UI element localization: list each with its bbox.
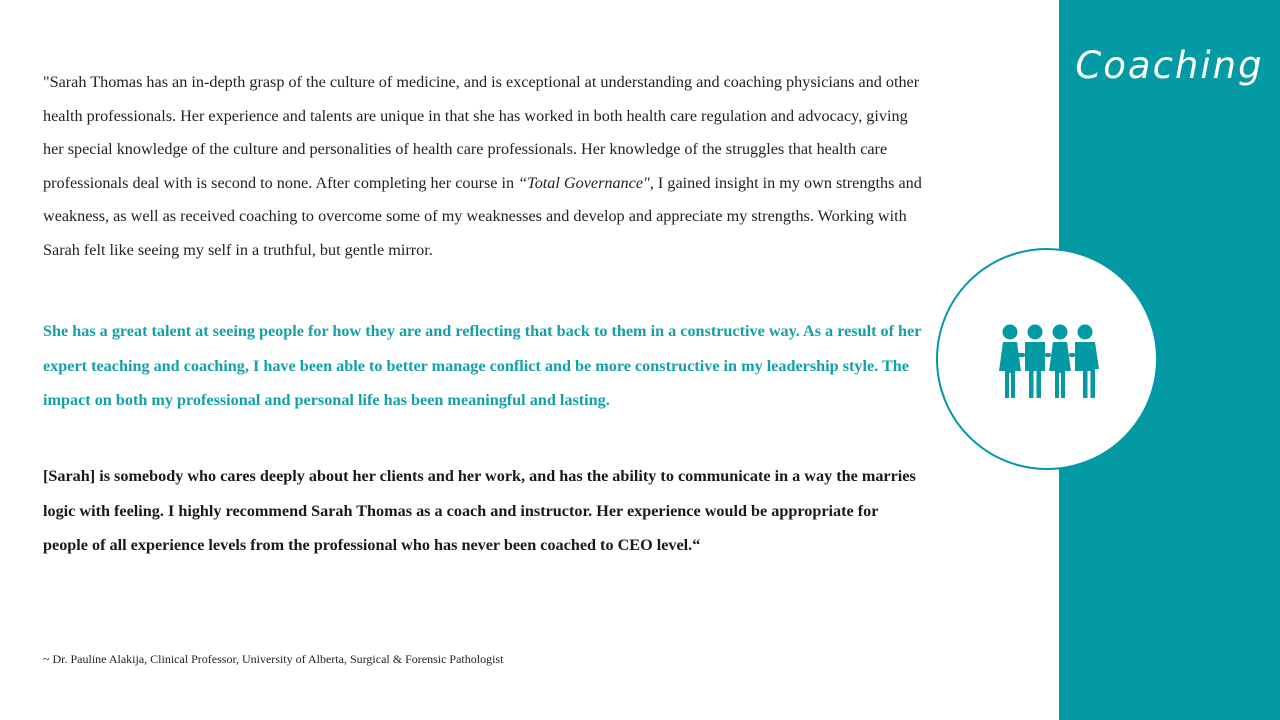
testimonial-paragraph-3: [Sarah] is somebody who cares deeply about her clients and her work, and has the ability to communicate in a way the marries logic with feeling. I highly recommend Sarah Thomas as a coach and instructor. Her experience would be appropriate for people of all experience levels from the professional who has never been coached to CEO level.“ <box>43 467 916 554</box>
testimonial-paragraph-1 <box>43 66 923 268</box>
course-name: “Total Governance" <box>518 173 650 192</box>
people-group-icon <box>995 323 1103 399</box>
paragraph-1-end: , I gained insight in my own strengths and weakness, as well as received coaching to overcome some of my weaknesses and develop and appreciate my strengths. Working with Sarah felt like seeing my self in a truthful, but gentle mirror. <box>43 173 922 259</box>
paragraph-1-start: "Sarah Thomas has an in-depth grasp of the culture of medicine, and is exceptional at understanding and coaching physicians and other health professionals. Her experience and talents are unique in that she has worked in both health care regulation and advocacy, giving her special knowledge of the culture and personalities of health care professionals. Her knowledge of the struggles that health care professionals deal with is second to none. After completing her course in <box>43 73 920 192</box>
icon-circle <box>936 248 1158 470</box>
attribution: ~ Dr. Pauline Alakija, Clinical Professor, University of Alberta, Surgical & Forensic Pathologist <box>43 652 504 666</box>
section-title: Coaching <box>1075 44 1264 87</box>
testimonial-paragraph-2: She has a great talent at seeing people for how they are and reflecting that back to them in a constructive way. As a result of her expert teaching and coaching, I have been able to better manage conflict and be more constructive in my leadership style. The impact on both my professional and personal life has been meaningful and lasting. <box>43 322 922 409</box>
